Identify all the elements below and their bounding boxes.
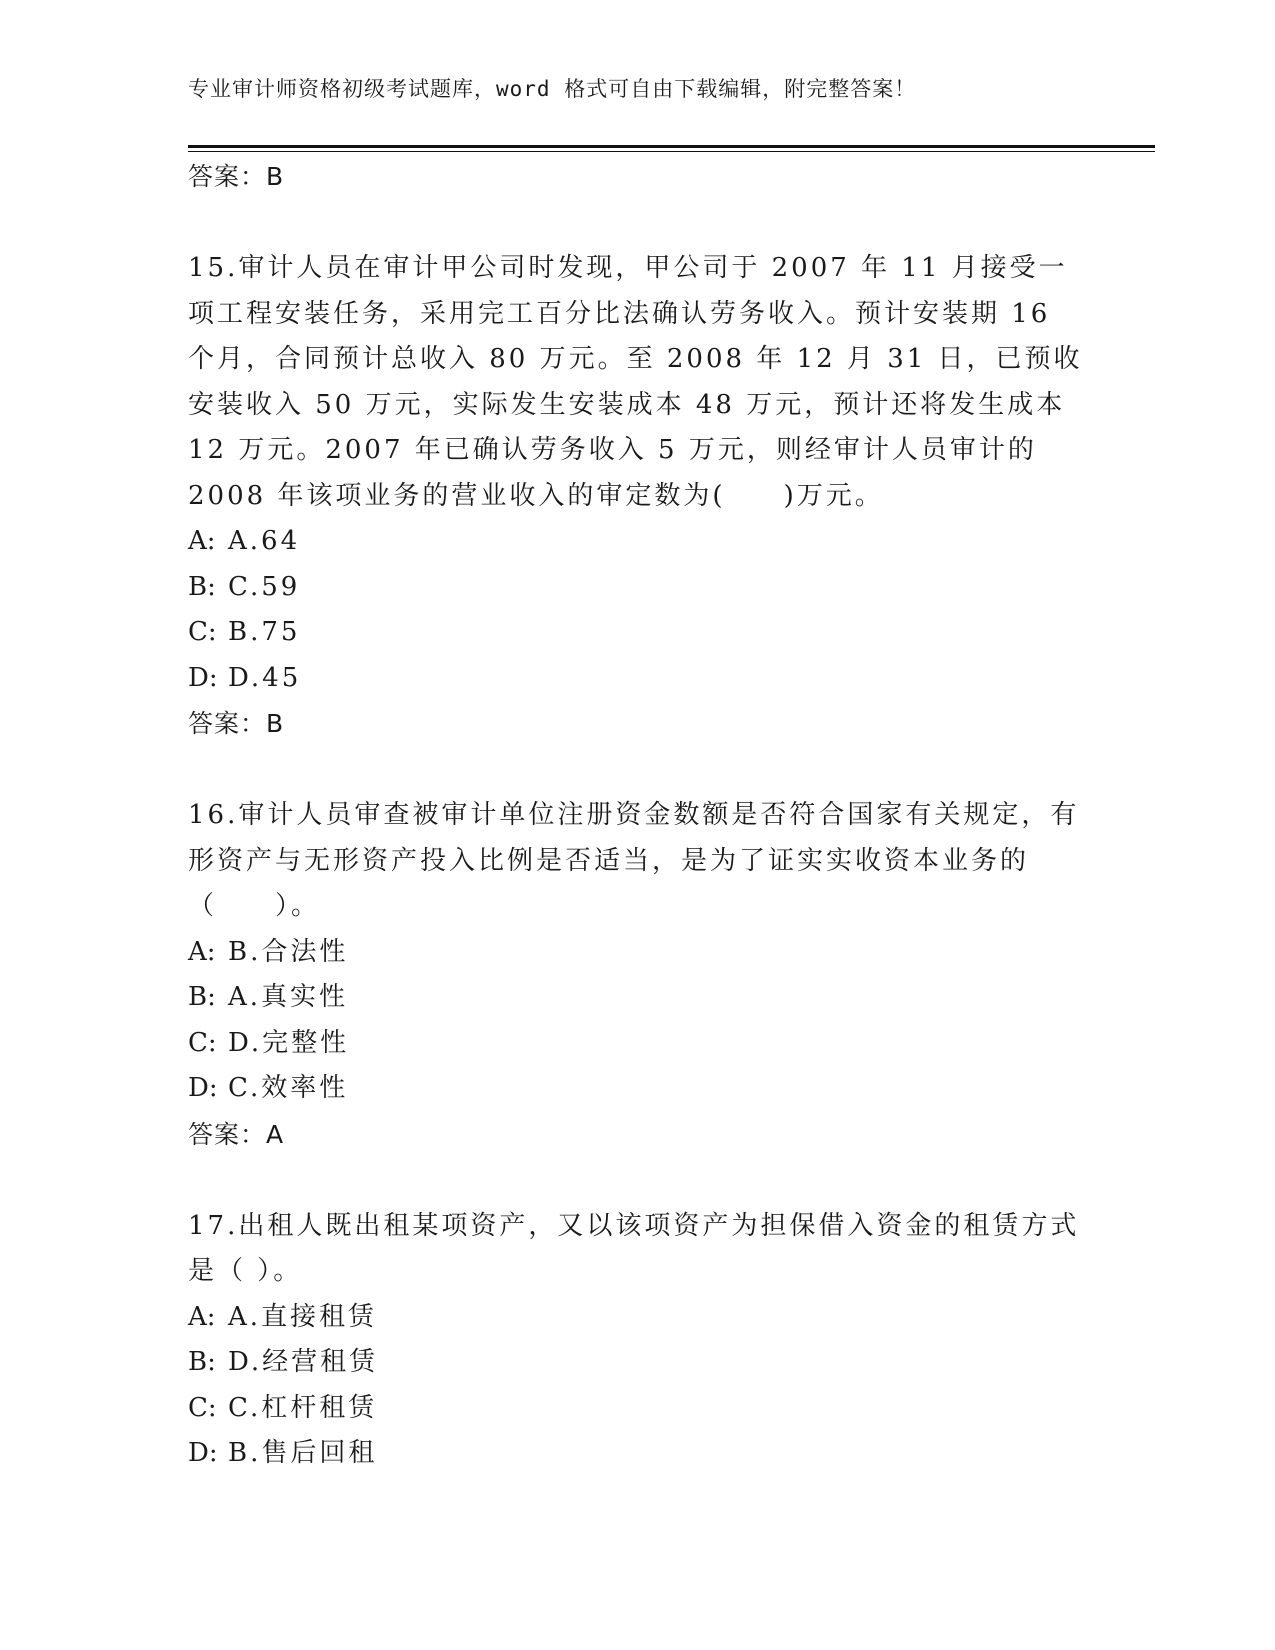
answer-line: 答案：A bbox=[188, 1119, 285, 1149]
option-a bbox=[188, 1295, 1088, 1341]
question-16 bbox=[188, 793, 1088, 1158]
option-text: C.杠杆租赁 bbox=[228, 1392, 378, 1423]
option-d bbox=[188, 656, 1088, 702]
option-d bbox=[188, 1066, 1088, 1112]
option-text: D.经营租赁 bbox=[228, 1347, 379, 1377]
option-b bbox=[188, 975, 1088, 1021]
option-key: B: bbox=[188, 1347, 216, 1377]
option-key: A: bbox=[188, 936, 216, 967]
header-rule-thick bbox=[188, 145, 1155, 148]
option-c bbox=[188, 1021, 1088, 1067]
option-b bbox=[188, 1340, 1088, 1386]
option-key: A: bbox=[188, 1301, 216, 1332]
option-c bbox=[188, 1386, 1088, 1432]
option-text: C.59 bbox=[228, 571, 301, 602]
option-key: C: bbox=[188, 1392, 217, 1423]
option-key: C: bbox=[188, 1027, 217, 1058]
answer-line: 答案：B bbox=[188, 162, 285, 191]
option-text: A.真实性 bbox=[228, 982, 349, 1012]
question-text: 15.审计人员在审计甲公司时发现，甲公司于 2007 年 11 月接受一项工程安装任务，采用完工百分比法确认劳务收入。预计安装期 16 个月，合同预计总收入 80 万元。至 2008 年 12 月 31 日，已预收安装收入 50 万元，实际发生安装成本 48 万元，预计还将发生成本 12 万元。2007 年已确认劳务收入 5 万元，则经审计人员审计的 2008 年该项业务的营业收入的审定数为( )万元。 bbox=[188, 253, 1083, 511]
option-text: B.75 bbox=[228, 617, 301, 647]
option-text: D.完整性 bbox=[228, 1027, 350, 1058]
option-key: A: bbox=[188, 526, 216, 556]
option-text: A.64 bbox=[228, 526, 301, 556]
option-a bbox=[188, 519, 1088, 565]
option-key: B: bbox=[188, 982, 216, 1012]
option-text: D.45 bbox=[228, 662, 302, 693]
question-15 bbox=[188, 246, 1088, 747]
option-key: D: bbox=[188, 1073, 218, 1103]
question-text: 17.出租人既出租某项资产，又以该项资产为担保借入资金的租赁方式是（ ）。 bbox=[188, 1210, 1080, 1286]
question-17 bbox=[188, 1204, 1088, 1477]
option-text: A.直接租赁 bbox=[228, 1301, 378, 1332]
option-key: B: bbox=[188, 571, 216, 602]
option-d bbox=[188, 1431, 1088, 1477]
option-key: C: bbox=[188, 617, 217, 647]
question-list bbox=[188, 154, 1088, 1477]
page-header: 专业审计师资格初级考试题库，word 格式可自由下载编辑，附完整答案！ bbox=[188, 77, 917, 101]
answer-line: 答案：B bbox=[188, 709, 285, 738]
header-rule-thin bbox=[188, 151, 1155, 152]
option-text: B.合法性 bbox=[228, 936, 349, 967]
option-text: C.效率性 bbox=[228, 1073, 349, 1103]
option-text: B.售后回租 bbox=[228, 1438, 378, 1468]
question-text: 16.审计人员审查被审计单位注册资金数额是否符合国家有关规定，有形资产与无形资产投入比例是否适当，是为了证实实收资本业务的（ ）。 bbox=[188, 800, 1080, 921]
option-key: D: bbox=[188, 662, 218, 693]
option-key: D: bbox=[188, 1438, 218, 1468]
option-c bbox=[188, 610, 1088, 656]
option-b bbox=[188, 565, 1088, 611]
option-a bbox=[188, 930, 1088, 976]
